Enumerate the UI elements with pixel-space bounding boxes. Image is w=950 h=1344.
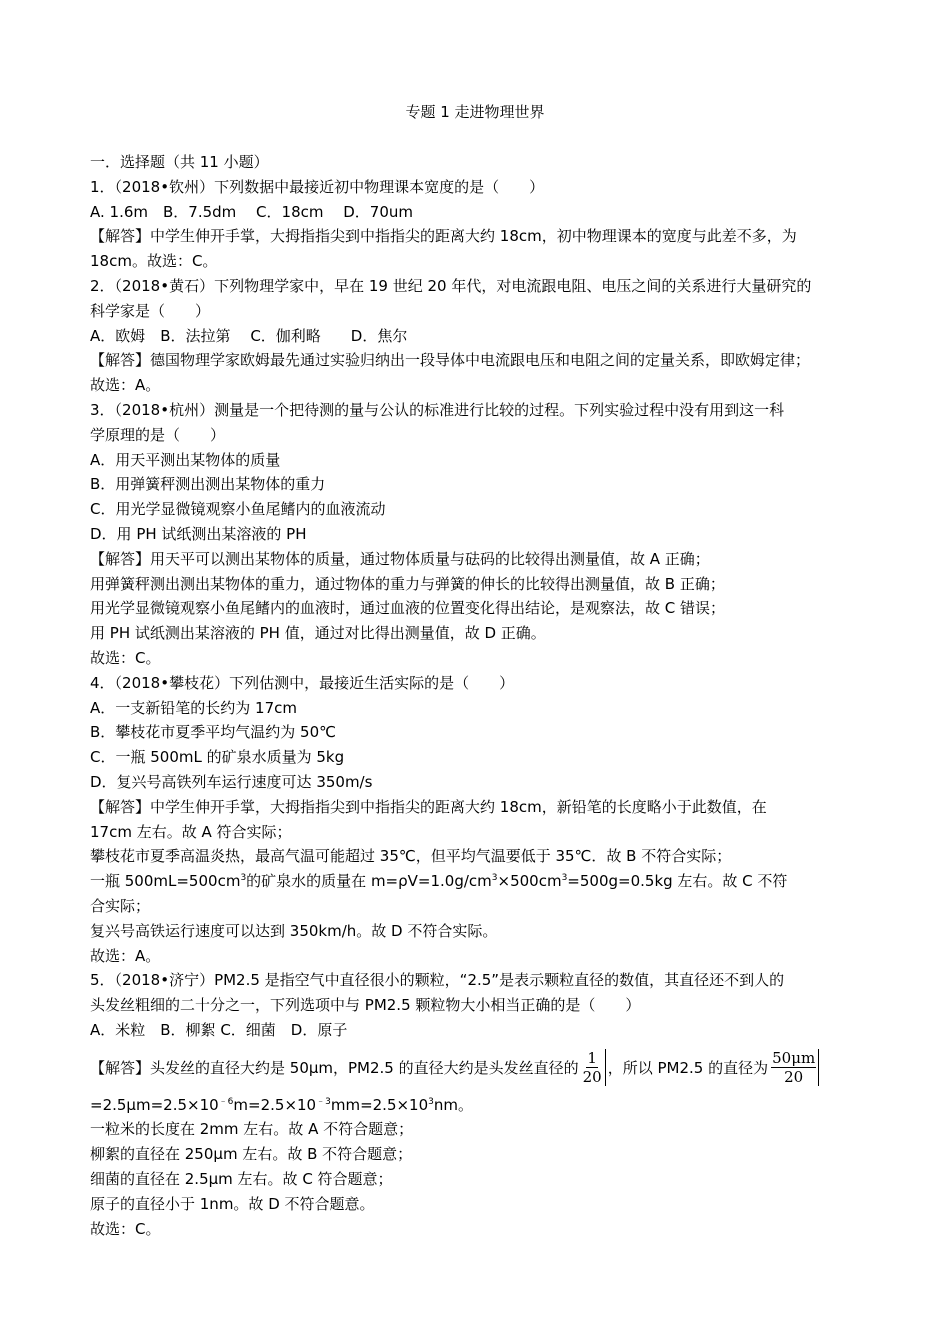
- q4-stem: 4．（2018•攀枝花）下列估测中，最接近生活实际的是（ ）: [90, 673, 515, 692]
- q5-options: A．米粒 B．柳絮 C．细菌 D．原子: [90, 1020, 348, 1039]
- q3-answer: 用光学显微镜观察小鱼尾鳍内的血液时，通过血液的位置变化得出结论，是观察法，故 C 错误；: [90, 599, 726, 618]
- q5-answer: 细菌的直径在 2.5μm 左右。故 C 符合题意；: [90, 1170, 393, 1189]
- q5-answer: 柳絮的直径在 250μm 左右。故 B 不符合题意；: [90, 1145, 413, 1164]
- q3-option-b: B．用弹簧秤测出测出某物体的重力: [90, 475, 326, 494]
- q5-answer: 一粒米的长度在 2mm 左右。故 A 不符合题意；: [90, 1120, 414, 1139]
- q2-answer: 【解答】德国物理学家欧姆最先通过实验归纳出一段导体中电流跟电压和电阻之间的定量关系，即欧姆定律；: [90, 351, 811, 370]
- q4-answer: 复兴号高铁运行速度可以达到 350km/h。故 D 不符合实际。: [90, 921, 498, 940]
- fraction-one-twentieth: $\frac{1}{20}$: [581, 1049, 606, 1086]
- q5-stem: 头发丝粗细的二十分之一，下列选项中与 PM2.5 颗粒物大小相当正确的是（ ）: [90, 996, 641, 1015]
- q1-stem: 1．（2018•钦州）下列数据中最接近初中物理课本宽度的是（ ）: [90, 177, 545, 196]
- q3-stem: 3．（2018•杭州）测量是一个把待测的量与公认的标准进行比较的过程。下列实验过程中没有用到这一科: [90, 400, 785, 419]
- q5-answer: 故选：C。: [90, 1219, 161, 1238]
- q3-answer: 故选：C。: [90, 648, 161, 667]
- q3-answer: 用弹簧秤测出测出某物体的重力，通过物体的重力与弹簧的伸长的比较得出测量值，故 B 正确；: [90, 574, 725, 593]
- q2-options: A．欧姆 B．法拉第 C．伽利略 D．焦尔: [90, 326, 408, 345]
- page-title: 专题 1 走进物理世界: [405, 103, 545, 121]
- superscript: 3: [428, 1096, 434, 1107]
- q4-answer: 合实际；: [90, 896, 151, 915]
- q5-stem: 5．（2018•济宁）PM2.5 是指空气中直径很小的颗粒，“2.5”是表示颗粒直径的数值，其直径还不到人的: [90, 971, 785, 990]
- q2-answer: 故选：A。: [90, 376, 161, 395]
- q1-answer: 【解答】中学生伸开手掌，大拇指指尖到中指指尖的距离大约 18cm，初中物理课本的宽度与此差不多，为: [90, 227, 797, 246]
- superscript: 3: [491, 873, 498, 884]
- q5-answer: 原子的直径小于 1nm。故 D 不符合题意。: [90, 1194, 375, 1213]
- q3-option-d: D．用 PH 试纸测出某溶液的 PH: [90, 524, 307, 543]
- q3-answer: 【解答】用天平可以测出某物体的质量，通过物体质量与砝码的比较得出测量值，故 A 正确；: [90, 549, 710, 568]
- q3-option-c: C．用光学显微镜观察小鱼尾鳍内的血液流动: [90, 500, 386, 519]
- q4-answer: 【解答】中学生伸开手掌，大拇指指尖到中指指尖的距离大约 18cm，新铅笔的长度略小于此数值，在: [90, 797, 767, 816]
- superscript: 3: [240, 873, 247, 884]
- q2-stem: 2．（2018•黄石）下列物理学家中，早在 19 世纪 20 年代，对电流跟电阻、电压之间的关系进行大量研究的: [90, 276, 812, 295]
- q3-answer: 用 PH 试纸测出某溶液的 PH 值，通过对比得出测量值，故 D 正确。: [90, 624, 546, 643]
- q4-option-a: A．一支新铅笔的长约为 17cm: [90, 698, 297, 717]
- superscript: ﹣6: [218, 1096, 234, 1107]
- document-body: [90, 150, 865, 1241]
- q2-stem: 科学家是（ ）: [90, 301, 211, 320]
- section-heading: 一．选择题（共 11 小题）: [90, 153, 269, 171]
- q4-option-b: B．攀枝花市夏季平均气温约为 50℃: [90, 723, 336, 742]
- q4-answer-density: 一瓶 $500mL=500cm^3$的矿泉水的质量在 $m=\rho V=1.0g/cm^3\times 500cm^3=500g=0.5kg$ 左右。故 C 不符: [90, 872, 788, 891]
- q1-answer: 18cm。故选：C。: [90, 252, 218, 271]
- superscript: 3: [561, 873, 568, 884]
- q1-options: A. 1.6m B．7.5dm C．18cm D．70um: [90, 202, 413, 221]
- q4-option-d: D．复兴号高铁列车运行速度可达 350m/s: [90, 772, 373, 791]
- q4-answer: 攀枝花市夏季高温炎热，最高气温可能超过 35℃，但平均气温要低于 35℃．故 B 不符合实际；: [90, 847, 732, 866]
- superscript: ﹣3: [316, 1096, 331, 1107]
- q4-option-c: C．一瓶 500mL 的矿泉水质量为 5kg: [90, 748, 345, 767]
- q3-option-a: A．用天平测出某物体的质量: [90, 450, 281, 469]
- q5-answer-conversion: $=2.5\mu m=2.5\times 10^{﹣6}m=2.5\times 10^{﹣3}mm=2.5\times 10^3nm$。: [90, 1095, 474, 1114]
- q4-answer: 故选：A。: [90, 946, 161, 965]
- q5-answer-fraction-line: 【解答】头发丝的直径大约是 50μm，PM2.5 的直径大约是头发丝直径的 $\frac{1}{20}$ ，所以 PM2.5 的直径为 $\frac{50\mu m}{20}$: [90, 1043, 865, 1093]
- q4-answer: 17cm 左右。故 A 符合实际；: [90, 822, 292, 841]
- q3-stem: 学原理的是（ ）: [90, 425, 226, 444]
- fraction-50um-over-20: $\frac{50\mu m}{20}$: [770, 1049, 819, 1086]
